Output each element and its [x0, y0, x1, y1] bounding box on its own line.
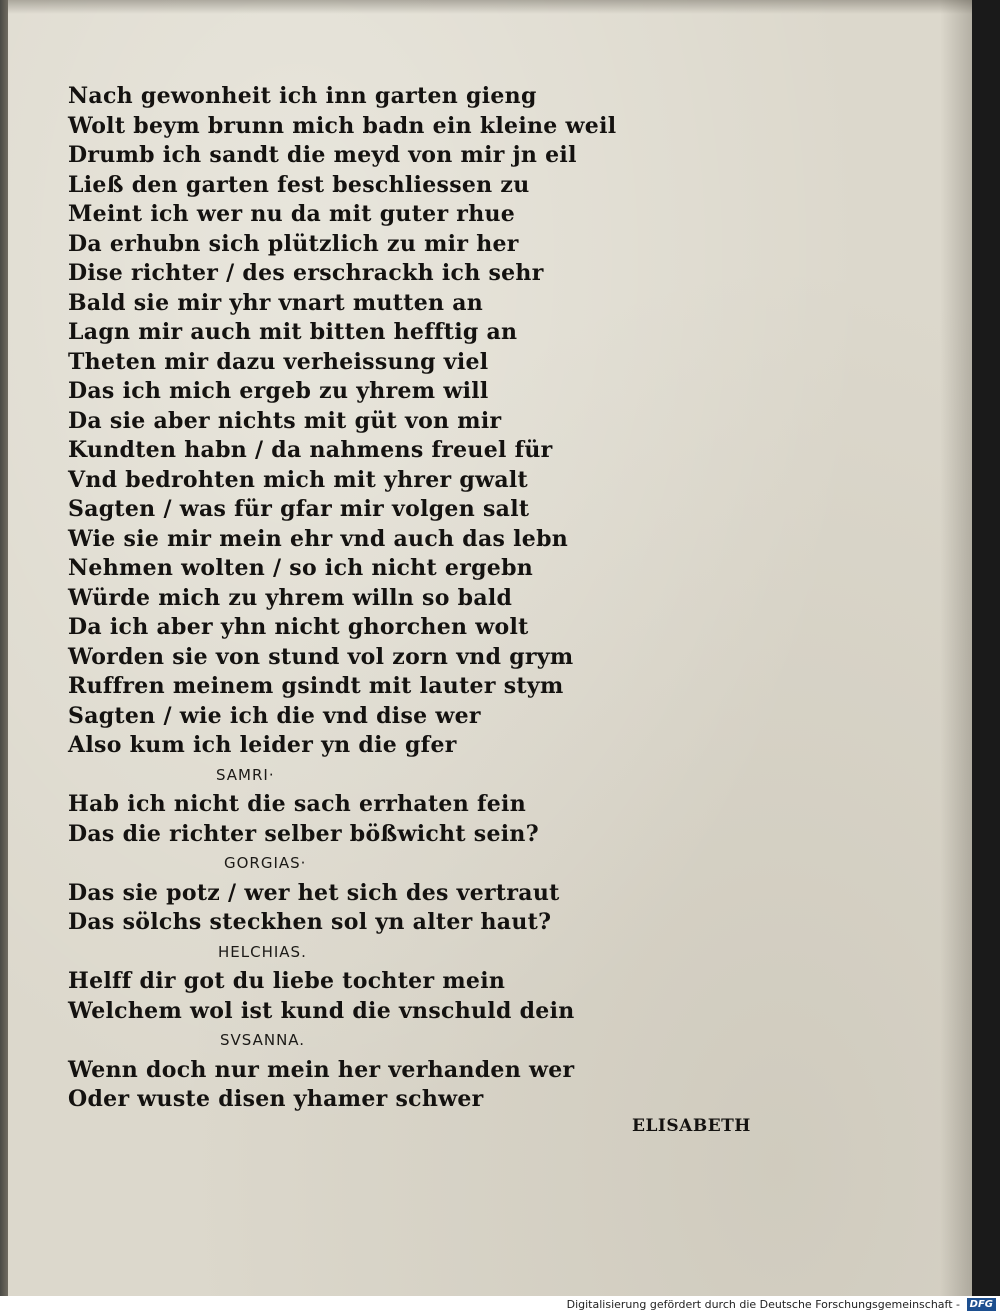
verse-line: Sagten / was für gfar mir volgen salt — [68, 496, 530, 522]
page-right-shadow — [940, 0, 972, 1296]
verse-line: Sagten / wie ich die vnd dise wer — [68, 702, 481, 729]
verse-line: Vnd bedrohten mich mit yhrer gwalt — [68, 466, 528, 493]
verse-line: Ruffren meinem gsindt mit lauter stym — [68, 673, 564, 699]
verse-line: Wenn doch nur mein her verhanden wer — [68, 1056, 575, 1083]
funding-credit: Digitalisierung gefördert durch die Deutsche Forschungsgemeinschaft - — [566, 1298, 960, 1311]
verse-line: Meint ich wer nu da mit guter rhue — [68, 201, 516, 227]
verse-line: Würde mich zu yhrem willn so bald — [68, 584, 513, 611]
verse-line: Wie sie mir mein ehr vnd auch das lebn — [68, 525, 569, 552]
verse-line: Also kum ich leider yn die gfer — [68, 732, 457, 758]
verse-line: Helff dir got du liebe tochter mein — [68, 968, 506, 994]
verse-line: Das sie potz / wer het sich des vertraut — [68, 879, 560, 906]
verse-line: Worden sie von stund vol zorn vnd grym — [68, 643, 574, 670]
verse-line: Ließ den garten fest beschliessen zu — [68, 171, 530, 198]
page-top-shadow — [8, 0, 972, 14]
speaker-gorgias: GORGIAS· — [224, 854, 307, 872]
verse-line: Oder wuste disen yhamer schwer — [68, 1086, 484, 1112]
speaker-helchias: HELCHIAS. — [218, 942, 307, 961]
catchword: ELISABETH — [632, 1116, 751, 1136]
verse-block — [68, 82, 628, 1115]
speaker-susanna: SVSANNA. — [220, 1031, 306, 1049]
verse-line: Da ich aber yhn nicht ghorchen wolt — [68, 614, 529, 640]
footer-bar — [0, 1296, 1000, 1313]
verse-line: Da sie aber nichts mit güt von mir — [68, 407, 502, 434]
speaker-samri: SAMRI· — [216, 765, 275, 784]
verse-line: Hab ich nicht die sach errhaten fein — [68, 791, 526, 817]
verse-line: Nach gewonheit ich inn garten gieng — [68, 83, 537, 109]
verse-line: Lagn mir auch mit bitten hefftig an — [68, 319, 518, 345]
dfg-logo: DFG — [967, 1298, 996, 1311]
verse-line: Bald sie mir yhr vnart mutten an — [68, 289, 484, 316]
verse-line: Wolt beym brunn mich badn ein kleine weil — [68, 112, 617, 139]
verse-line: Das sölchs steckhen sol yn alter haut? — [68, 909, 552, 935]
verse-line: Das ich mich ergeb zu yhrem will — [68, 378, 489, 404]
verse-line: Das die richter selber bößwicht sein? — [68, 820, 539, 847]
verse-line: Theten mir dazu verheissung viel — [68, 348, 489, 375]
verse-line: Welchem wol ist kund die vnschuld dein — [68, 997, 575, 1024]
verse-line: Drumb ich sandt die meyd von mir jn eil — [68, 142, 577, 168]
verse-line: Dise richter / des erschrackh ich sehr — [68, 260, 544, 286]
verse-line: Nehmen wolten / so ich nicht ergebn — [68, 555, 534, 581]
verse-line: Kundten habn / da nahmens freuel für — [68, 437, 553, 463]
verse-line: Da erhubn sich plützlich zu mir her — [68, 230, 519, 257]
